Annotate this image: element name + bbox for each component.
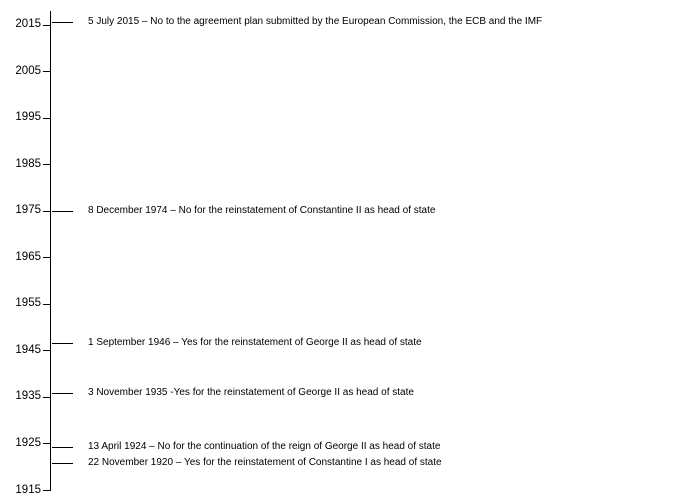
y-axis-tick <box>43 490 50 491</box>
y-axis-tick-label: 1955 <box>15 297 41 310</box>
y-axis-tick-label: 2015 <box>15 18 41 30</box>
y-axis-tick-label: 2005 <box>15 64 41 77</box>
y-axis-line <box>50 11 51 491</box>
y-axis-tick-label: 1975 <box>15 204 41 217</box>
y-axis-tick <box>43 257 50 258</box>
y-axis-tick-label: 1985 <box>15 157 41 170</box>
event-label: 8 December 1974 – No for the reinstatement of Constantine II as head of state <box>88 204 436 216</box>
y-axis-tick <box>43 443 50 444</box>
event-marker-line <box>52 463 73 464</box>
y-axis-tick <box>43 71 50 72</box>
y-axis-tick <box>43 118 50 119</box>
y-axis-tick-label: 1965 <box>15 250 41 263</box>
event-marker-line <box>52 22 73 23</box>
event-label: 13 April 1924 – No for the continuation of the reign of George II as head of state <box>88 440 441 452</box>
event-marker-line <box>52 447 73 448</box>
event-label: 22 November 1920 – Yes for the reinstatement of Constantine I as head of state <box>88 456 442 468</box>
y-axis-tick <box>43 25 50 26</box>
y-axis-tick-label: 1935 <box>15 390 41 403</box>
event-marker-line <box>52 393 73 394</box>
event-marker-line <box>52 343 73 344</box>
y-axis-tick <box>43 397 50 398</box>
event-label: 3 November 1935 -Yes for the reinstatement of George II as head of state <box>88 386 414 398</box>
y-axis-tick-label: 1925 <box>15 436 41 449</box>
y-axis-tick-label: 1995 <box>15 111 41 124</box>
y-axis-tick-label: 1945 <box>15 343 41 356</box>
event-label: 1 September 1946 – Yes for the reinstatement of George II as head of state <box>88 336 422 348</box>
y-axis-tick <box>43 304 50 305</box>
y-axis-tick-label: 1915 <box>15 483 41 496</box>
event-marker-line <box>52 211 73 212</box>
y-axis-tick <box>43 350 50 351</box>
y-axis-tick <box>43 211 50 212</box>
y-axis-tick <box>43 164 50 165</box>
event-label: 5 July 2015 – No to the agreement plan submitted by the European Commission, the ECB and the IMF <box>88 16 543 28</box>
